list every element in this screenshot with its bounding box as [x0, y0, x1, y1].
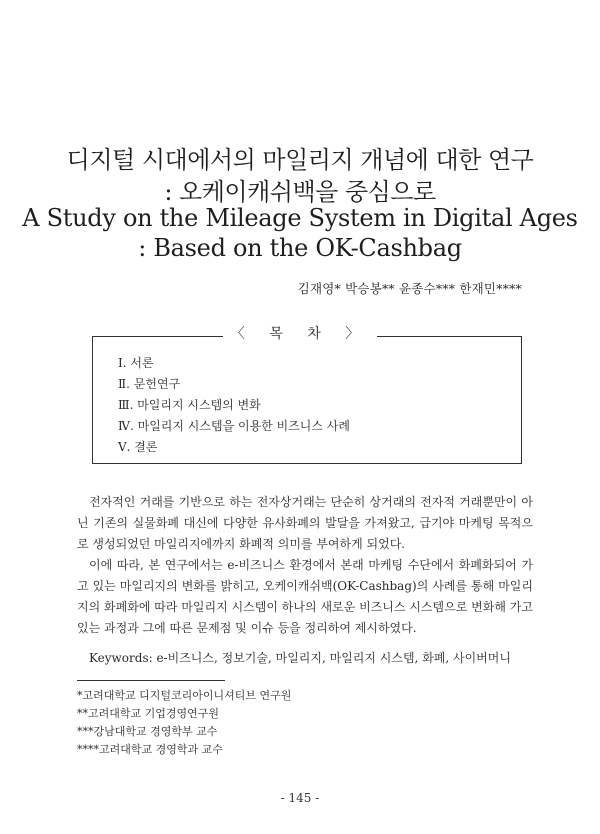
title-korean-line-2: : 오케이캐쉬백을 중심으로	[164, 178, 436, 206]
toc-item: Ⅱ. 문헌연구	[118, 377, 181, 391]
footnote-divider	[77, 680, 225, 681]
footnote: *고려대학교 디지털코리아이니셔티브 연구원	[77, 689, 292, 702]
keywords: Keywords: e-비즈니스, 정보기술, 마일리지, 마일리지 시스템, 화폐, 사이버머니	[89, 651, 511, 665]
footnote-list	[77, 687, 291, 759]
footnote: **고려대학교 기업경영연구원	[77, 707, 220, 720]
title-english-line-1: A Study on the Mileage System in Digital Ages	[22, 204, 578, 232]
abstract-paragraph: 전자적인 거래를 기반으로 하는 전자상거래는 단순히 상거래의 전자적 거래뿐만이 아닌 기존의 실물화폐 대신에 다양한 유사화폐의 발달을 가져왔고, 급기야 마케팅 목적으로 생성되었던 마일리지에까지 화폐적 의미를 부여하게 되었다.	[77, 495, 533, 551]
toc-item: Ⅴ. 결론	[118, 440, 158, 454]
abstract-paragraph: 이에 따라, 본 연구에서는 e-비즈니스 환경에서 본래 마케팅 수단에서 화폐화되어 가고 있는 마일리지의 변화를 밝히고, 오케이캐쉬백(OK-Cashbag)의 사례를 통해 마일리지의 화폐화에 따라 마일리지 시스템이 하나의 새로운 비즈니스 시스템으로 변화해 가고 있는 과정과 그에 따른 문제점 및 이슈 등을 정리하여 제시하였다.	[77, 558, 533, 635]
page-number: - 145 -	[280, 791, 320, 805]
toc-item: Ⅰ. 서론	[118, 356, 154, 370]
title-korean-line-1: 디지털 시대에서의 마일리지 개념에 대한 연구	[66, 146, 534, 174]
toc-list	[118, 353, 350, 458]
toc-item: Ⅳ. 마일리지 시스템을 이용한 비즈니스 사례	[118, 419, 350, 433]
abstract	[77, 492, 533, 639]
footnote: ***강남대학교 경영학부 교수	[77, 725, 218, 738]
toc-heading	[0, 323, 600, 343]
author-list: 김재영* 박승봉** 윤종수*** 한재민****	[297, 281, 522, 296]
toc-item: Ⅲ. 마일리지 시스템의 변화	[118, 398, 261, 412]
footnote: ****고려대학교 경영학과 교수	[77, 743, 223, 756]
title-english-line-2: : Based on the OK-Cashbag	[138, 234, 462, 262]
toc-heading-text: 〈 목 차 〉	[223, 326, 377, 342]
